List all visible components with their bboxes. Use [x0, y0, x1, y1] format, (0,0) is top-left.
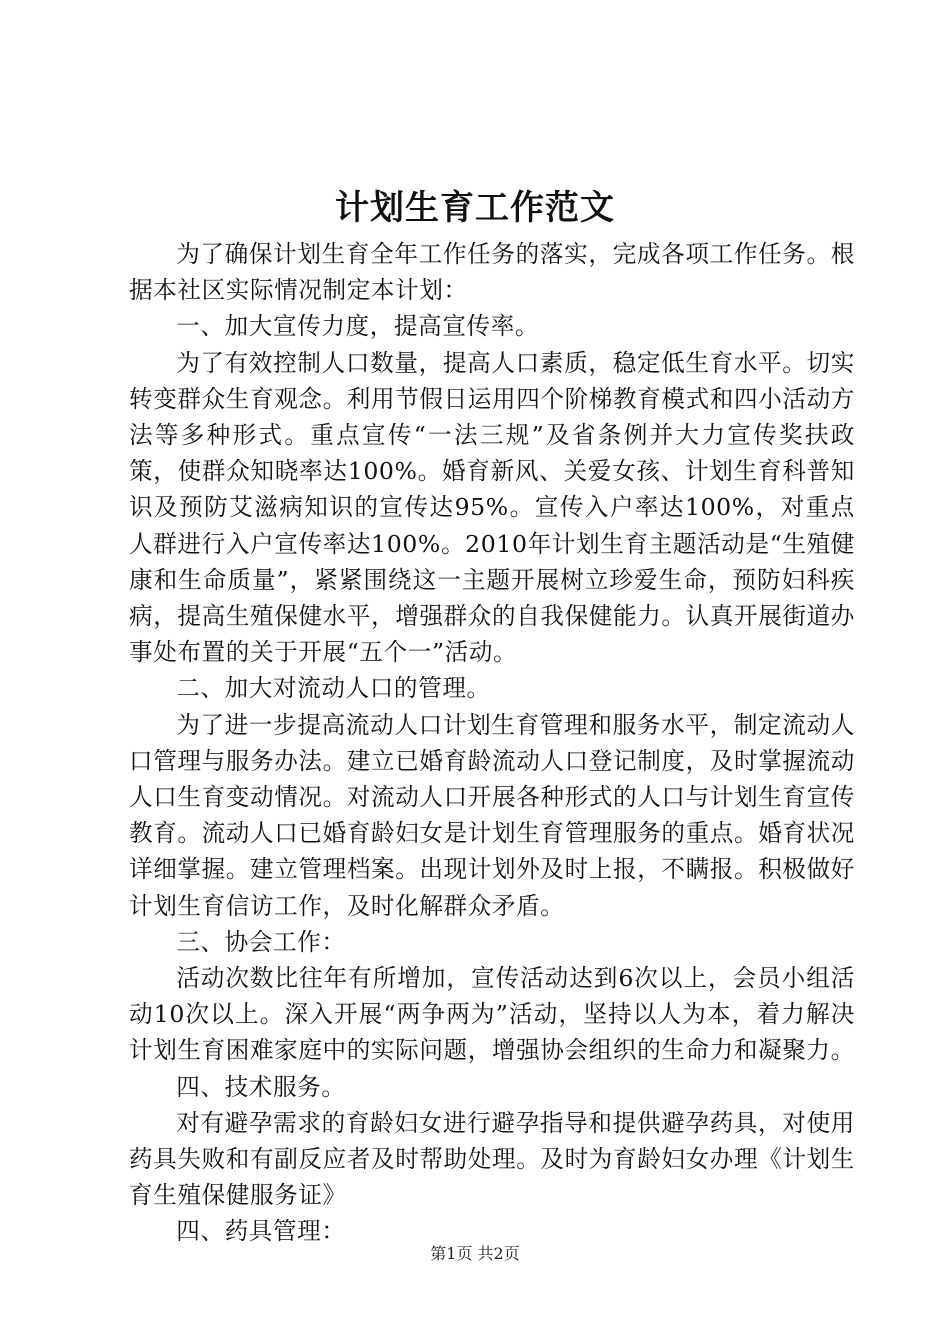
section-heading-medicine-management: 四、药具管理： — [176, 1217, 346, 1246]
section-heading-technical-service: 四、技术服务。 — [176, 1072, 346, 1101]
section-heading-publicity: 一、加大宣传力度，提高宣传率。 — [176, 312, 540, 341]
document-body — [129, 236, 855, 1250]
paragraph-intro: 为了确保计划生育全年工作任务的落实，完成各项工作任务。根据本社区实际情况制定本计划： — [129, 240, 855, 305]
paragraph-floating-population: 为了进一步提高流动人口计划生育管理和服务水平，制定流动人口管理与服务办法。建立已婚育龄流动人口登记制度，及时掌握流动人口生育变动情况。对流动人口开展各种形式的人口与计划生育宣传教育。流动人口已婚育龄妇女是计划生育管理服务的重点。婚育状况详细掌握。建立管理档案。出现计划外及时上报，不瞒报。积极做好计划生育信访工作，及时化解群众矛盾。 — [129, 710, 855, 920]
paragraph-publicity: 为了有效控制人口数量，提高人口素质，稳定低生育水平。切实转变群众生育观念。利用节假日运用四个阶梯教育模式和四小活动方法等多种形式。重点宣传“一法三规”及省条例并大力宣传奖扶政策，使群众知晓率达100%。婚育新风、关爱女孩、计划生育科普知识及预防艾滋病知识的宣传达95%。宣传入户率达100%，对重点人群进行入户宣传率达100%。2010年计划生育主题活动是“生殖健康和生命质量”，紧紧围绕这一主题开展树立珍爱生命，预防妇科疾病，提高生殖保健水平，增强群众的自我保健能力。认真开展街道办事处布置的关于开展“五个一”活动。 — [129, 348, 855, 667]
section-heading-floating-population: 二、加大对流动人口的管理。 — [176, 674, 491, 703]
paragraph-technical-service: 对有避孕需求的育龄妇女进行避孕指导和提供避孕药具，对使用药具失败和有副反应者及时帮助处理。及时为育龄妇女办理《计划生育生殖保健服务证》 — [129, 1108, 855, 1210]
page-footer: 第1页 共2页 — [430, 1244, 520, 1263]
section-heading-association: 三、协会工作： — [176, 927, 346, 956]
paragraph-association: 活动次数比往年有所增加，宣传活动达到6次以上，会员小组活动10次以上。深入开展“两争两为”活动，坚持以人为本，着力解决计划生育困难家庭中的实际问题，增强协会组织的生命力和凝聚力。 — [129, 964, 855, 1065]
document-title: 计划生育工作范文 — [335, 188, 615, 228]
